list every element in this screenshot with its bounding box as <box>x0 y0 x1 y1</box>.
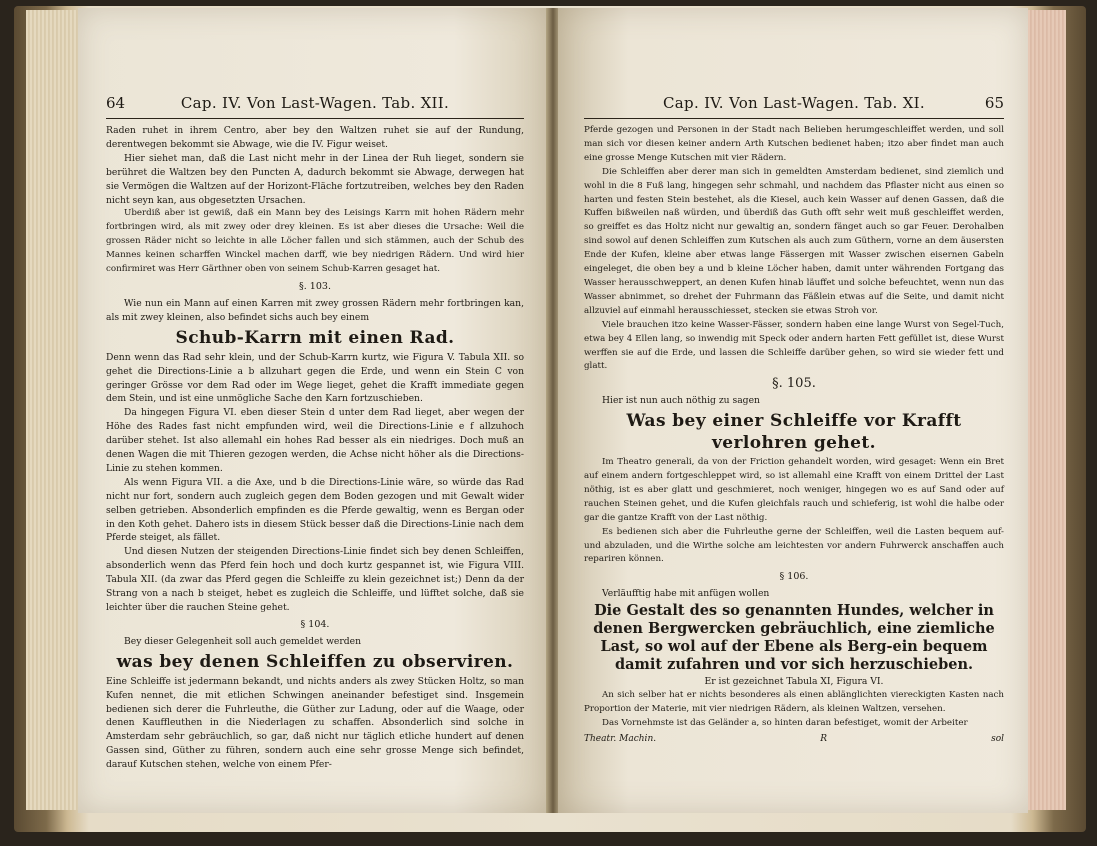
page-edges-right <box>1028 10 1066 810</box>
paragraph: Die Schleiffen aber derer man sich in gemeldten Amsterdam bedienet, sind ziemlich und wohl in die 8 Fuß lang, hingegen sehr schmahl, und nachdem das Pflaster nicht aus einen so harten und festen Stein bestehet, als die Kiesel, auch kein Wasser auf denen Gassen, daß die Kuffen bißweilen naß würden, und überdiß das Guth offt sehr weit muß geschleiffet werden, so greiffet es das Holtz nicht nur gewaltig an, sondern fänget auch so gar Feuer. Derohalben sind sowol auf denen Schleiffen zum Kutschen als auch zum Güthern, vorne an dem äusersten Ende der Kufen, kleine aber etwas lange Fässergen mit Wasser zwischen eisernen Gabeln eingeleget, die oben bey a und b kleine Löcher haben, damit unter währenden Fortgang das Wasser herausschweppert, an denen Kufen hinab läuffet und solche befeuchtet, wenn nun das Wasser abnimmet, so drehet der Fuhrmann das Fäßlein etwas auf die Seite, und damit nicht allzuviel auf einmahl herausschiesset, stecken sie etwas Stroh vor. <box>584 166 1004 316</box>
footer-signature: Theatr. Machin. <box>584 733 657 744</box>
section-number: § 106. <box>779 571 809 583</box>
section-heading: Schub-Karrn mit einen Rad. <box>175 327 455 348</box>
left-page-body <box>106 124 524 772</box>
section-intro: Wie nun ein Mann auf einen Karren mit zwey grossen Rädern mehr fortbringen kan, als mit zwey kleinen, also befindet sichs auch bey einem <box>106 297 524 323</box>
footer-catchword: sol <box>991 733 1004 744</box>
paragraph: Eine Schleiffe ist jedermann bekandt, und nichts anders als zwey Stücken Holtz, so man Kufen nennet, die mit etlichen Schwingen aneinander befestiget sind. Insgemein bedienen sich derer die Fuhrleuthe, die Güther zur Ladung, oder auf die Waage, oder denen Kauffleuthen in die Niederlagen zu schaffen. Absonderlich sind solche in Amsterdam sehr gebräuchlich, so gar, daß nicht nur täglich etliche hundert auf denen Gassen sind, Güther zu führen, sondern auch eine sehr grosse Menge sich befindet, darauf Kutschen stehen, welche von einem Pfer- <box>106 675 524 771</box>
section-number: §. 103. <box>299 280 331 292</box>
section-number: §. 105. <box>772 376 816 392</box>
section-intro: Hier ist nun auch nöthig zu sagen <box>602 395 760 407</box>
footer-signature-mark: R <box>820 733 827 744</box>
paragraph: Als wenn Figura VII. a die Axe, und b die Directions-Linie wäre, so würde das Rad nicht nur fort, sondern auch zugleich gegen dem Boden gezogen und mit Gewalt wider selben getrieben. Absonderlich empfinden es die Pferde gewaltig, wenn es Bergan oder in den Koth gehet. Dahero ists in diesem Stück besser daß die Directions-Linie nach dem Pferde steiget, als fället. <box>106 476 524 544</box>
section-intro: Verläufftig habe mit anfügen wollen <box>602 588 770 600</box>
right-page-body <box>584 124 1004 747</box>
paragraph: Uberdiß aber ist gewiß, daß ein Mann bey des Leisings Karrn mit hohen Rädern mehr fortbringen wird, als mit zwey oder drey kleinen. Es ist aber dieses die Ursache: Weil die grossen Räder nicht so leichte in alle Löcher fallen und sich stämmen, auch der Schub des Mannes keinen scharffen Winckel machen darff, wie bey niedrigen Rädern. Und wird hier confirmiret was Herr Gärthner oben von seinem Schub-Karren gesaget hat. <box>106 208 524 275</box>
section-heading: Was bey einer Schleiffe vor Krafft verlohren gehet. <box>626 411 962 454</box>
page-footer <box>584 733 1004 747</box>
page-number-left: 64 <box>106 94 126 112</box>
paragraph: An sich selber hat er nichts besonderes als einen ablänglichten viereckigten Kasten nach Proportion der Materie, mit vier niedrigen Rädern, als kleinen Waltzen, versehen. <box>584 690 1004 714</box>
figure-reference: Er ist gezeichnet Tabula XI, Figura VI. <box>704 676 884 688</box>
paragraph: Denn wenn das Rad sehr klein, und der Schub-Karrn kurtz, wie Figura V. Tabula XII. so gehet die Directions-Linie a b allzuhart gegen die Erde, und wenn ein Stein C von geringer Grösse vor dem Rad oder im Wege lieget, gehet die Krafft immediate gegen dem Stein, und ist eine unmögliche Sache den Karn fortzuschieben. <box>106 351 524 405</box>
paragraph: Da hingegen Figura VI. eben dieser Stein d unter dem Rad lieget, aber wegen der Höhe des Rades fast nicht empfunden wird, weil die Directions-Linie e f allzuhoch darüber stehet. Ist also allemahl ein hohes Rad besser als ein niedriges. Doch muß an denen Wagen die mit Thieren gezogen werden, die Achse nicht höher als die Directions-Linie zu stehen kommen. <box>106 407 524 474</box>
paragraph: Raden ruhet in ihrem Centro, aber bey den Waltzen ruhet sie auf der Rundung, derentwegen bekommt sie Abwage, wie die IV. Figur weiset. <box>106 125 524 150</box>
section-heading: Die Gestalt des so genannten Hundes, welcher in denen Bergwercken gebräuchlich, eine ziemliche Last, so wol auf der Ebene als Berg-ein bequem damit zufahren und vor sich herzuschieben. <box>593 602 995 674</box>
section-number: § 104. <box>300 618 330 630</box>
paragraph: Pferde gezogen und Personen in der Stadt nach Belieben herumgeschleiffet werden, und soll man sich vor diesen keiner andern Arth Kutschen bedienet haben; itzo aber findet man auch eine grosse Menge Kutschen mit vier Rädern. <box>584 125 1004 163</box>
paragraph: Viele brauchen itzo keine Wasser-Fässer, sondern haben eine lange Wurst von Segel-Tuch, etwa bey 4 Ellen lang, so inwendig mit Speck oder andern harten Fett gefüllet ist, diese Wurst werffen sie auf die Erde, und lassen die Schleiffe darüber gehen, so wird sie wieder fett und glatt. <box>584 319 1004 372</box>
left-page <box>78 8 548 813</box>
paragraph: Im Theatro generali, da von der Friction gehandelt worden, wird gesaget: Wenn ein Bret auf einem andern fortgeschleppet wird, so ist allemahl eine Krafft von einem Drittel der Last nöthig, ist es aber glatt und geschmieret, noch weniger, hingegen wo es auf Sand oder auf rauchen Steinen gehet, und die Kufen gleichfals rauch und schieferig, ist wohl die halbe oder gar die gantze Krafft von der Last nöthig. <box>584 457 1004 523</box>
section-heading: was bey denen Schleiffen zu observiren. <box>116 651 514 672</box>
section-intro: Bey dieser Gelegenheit soll auch gemeldet werden <box>124 635 361 647</box>
paragraph: Das Vornehmste ist das Geländer a, so hinten daran befestiget, womit der Arbeiter <box>602 717 968 728</box>
header-title-right: Cap. IV. Von Last-Wagen. Tab. XI. <box>663 94 925 112</box>
right-page <box>558 8 1028 813</box>
left-page-header <box>106 94 524 119</box>
paragraph: Hier siehet man, daß die Last nicht mehr in der Linea der Ruh lieget, sondern sie berühret die Waltzen bey den Puncten A, dadurch bekommt sie Abwage, derwegen hat sie Vermögen die Waltzen auf der Horizont-Fläche fortzutreiben, welches bey den Raden nicht seyn kan, aus obgesetzten Ursachen. <box>106 152 524 206</box>
paragraph: Und diesen Nutzen der steigenden Directions-Linie findet sich bey denen Schleiffen, absonderlich wenn das Pferd fein hoch und doch kurtz gespannet ist, wie Figura VIII. Tabula XII. (da zwar das Pferd gegen die Schleiffe zu klein gezeichnet ist;) Denn da der Strang von a nach b steiget, hebet es zugleich die Schleiffe, und lüfftet solche, daß sie leichter über die rauchen Steine gehet. <box>106 546 524 613</box>
paragraph: Es bedienen sich aber die Fuhrleuthe gerne der Schleiffen, weil die Lasten bequem auf- und abzuladen, und die Wirthe solche am leichtesten vor andern Fuhrwerck anschaffen auch repariren können. <box>584 526 1004 565</box>
page-number-right: 65 <box>984 94 1004 112</box>
right-page-header <box>584 94 1004 119</box>
header-title-left: Cap. IV. Von Last-Wagen. Tab. XII. <box>180 94 450 112</box>
page-edges-left <box>26 10 78 810</box>
